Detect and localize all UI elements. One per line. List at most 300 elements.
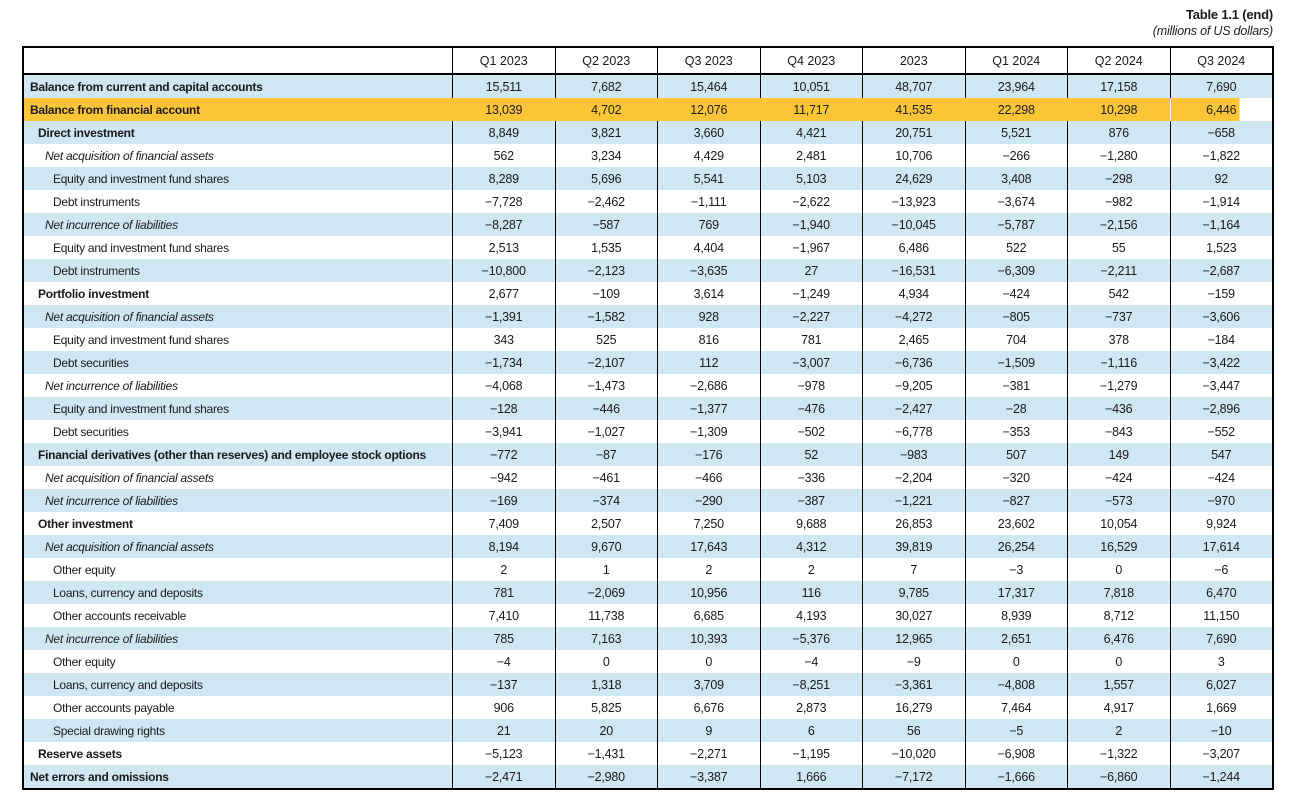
value-cell: −9,205 bbox=[862, 374, 965, 397]
value-cell: −2,687 bbox=[1170, 259, 1273, 282]
value-cell: 785 bbox=[452, 627, 555, 650]
table-caption-block bbox=[22, 6, 1274, 39]
value-cell: −2,427 bbox=[862, 397, 965, 420]
table-row bbox=[24, 558, 1272, 581]
value-cell: 816 bbox=[657, 328, 760, 351]
value-cell: 12,076 bbox=[657, 98, 760, 121]
value-cell: −4 bbox=[452, 650, 555, 673]
value-cell: 48,707 bbox=[862, 75, 965, 98]
value-cell: 769 bbox=[657, 213, 760, 236]
table-row bbox=[24, 604, 1272, 627]
value-cell: 1,523 bbox=[1170, 236, 1273, 259]
value-cell: −2,686 bbox=[657, 374, 760, 397]
table-row bbox=[24, 719, 1272, 742]
value-cell: 6,486 bbox=[862, 236, 965, 259]
value-cell: 2,873 bbox=[760, 696, 863, 719]
value-cell: −983 bbox=[862, 443, 965, 466]
value-cell: 378 bbox=[1067, 328, 1170, 351]
value-cell: −1,967 bbox=[760, 236, 863, 259]
value-cell: −737 bbox=[1067, 305, 1170, 328]
value-cell: 0 bbox=[657, 650, 760, 673]
value-cell: 522 bbox=[965, 236, 1068, 259]
value-cell: 10,706 bbox=[862, 144, 965, 167]
value-cell: −2,471 bbox=[452, 765, 555, 788]
value-cell: 7,464 bbox=[965, 696, 1068, 719]
value-cell: 0 bbox=[965, 650, 1068, 673]
value-cell: −970 bbox=[1170, 489, 1273, 512]
value-cell: 10,054 bbox=[1067, 512, 1170, 535]
value-cell: −1,914 bbox=[1170, 190, 1273, 213]
value-cell: −10,020 bbox=[862, 742, 965, 765]
value-cell: −2,462 bbox=[555, 190, 658, 213]
value-cell: 26,853 bbox=[862, 512, 965, 535]
value-cell: 525 bbox=[555, 328, 658, 351]
value-cell: −8,287 bbox=[452, 213, 555, 236]
value-cell: 26,254 bbox=[965, 535, 1068, 558]
value-cell: 7,250 bbox=[657, 512, 760, 535]
value-cell: 6 bbox=[760, 719, 863, 742]
value-cell: 6,470 bbox=[1170, 581, 1273, 604]
value-cell: 1,535 bbox=[555, 236, 658, 259]
value-cell: 4,702 bbox=[555, 98, 658, 121]
value-cell: −4 bbox=[760, 650, 863, 673]
value-cell: −6,778 bbox=[862, 420, 965, 443]
value-cell: −552 bbox=[1170, 420, 1273, 443]
value-cell: 10,298 bbox=[1067, 98, 1170, 121]
value-cell: 17,643 bbox=[657, 535, 760, 558]
value-cell: −4,272 bbox=[862, 305, 965, 328]
column-header: Q2 2024 bbox=[1067, 48, 1170, 75]
value-cell: 116 bbox=[760, 581, 863, 604]
value-cell: 17,614 bbox=[1170, 535, 1273, 558]
value-cell: 3,660 bbox=[657, 121, 760, 144]
value-cell: 3,408 bbox=[965, 167, 1068, 190]
value-cell: 7,682 bbox=[555, 75, 658, 98]
value-cell: 9,924 bbox=[1170, 512, 1273, 535]
table-row bbox=[24, 489, 1272, 512]
value-cell: 52 bbox=[760, 443, 863, 466]
value-cell: −1,509 bbox=[965, 351, 1068, 374]
value-cell: 21 bbox=[452, 719, 555, 742]
value-cell: −159 bbox=[1170, 282, 1273, 305]
value-cell: 704 bbox=[965, 328, 1068, 351]
row-label: Other accounts payable bbox=[24, 696, 452, 719]
value-cell: −298 bbox=[1067, 167, 1170, 190]
value-cell: 7,409 bbox=[452, 512, 555, 535]
value-cell: −5,376 bbox=[760, 627, 863, 650]
row-label: Equity and investment fund shares bbox=[24, 167, 452, 190]
row-label: Financial derivatives (other than reserves) and employee stock options bbox=[24, 443, 452, 466]
value-cell: 3 bbox=[1170, 650, 1273, 673]
value-cell: 20 bbox=[555, 719, 658, 742]
value-cell: −978 bbox=[760, 374, 863, 397]
value-cell: −3,007 bbox=[760, 351, 863, 374]
value-cell: 7,690 bbox=[1170, 627, 1273, 650]
value-cell: −1,940 bbox=[760, 213, 863, 236]
value-cell: −658 bbox=[1170, 121, 1273, 144]
row-label: Debt instruments bbox=[24, 259, 452, 282]
value-cell: 781 bbox=[760, 328, 863, 351]
value-cell: −2,204 bbox=[862, 466, 965, 489]
value-cell: 8,849 bbox=[452, 121, 555, 144]
value-cell: −772 bbox=[452, 443, 555, 466]
value-cell: −5 bbox=[965, 719, 1068, 742]
value-cell: 3,234 bbox=[555, 144, 658, 167]
table-row bbox=[24, 627, 1272, 650]
row-label: Net acquisition of financial assets bbox=[24, 535, 452, 558]
value-cell: −3,606 bbox=[1170, 305, 1273, 328]
value-cell: −1,391 bbox=[452, 305, 555, 328]
value-cell: 1,318 bbox=[555, 673, 658, 696]
balance-of-payments-table bbox=[22, 46, 1274, 790]
value-cell: −10,800 bbox=[452, 259, 555, 282]
value-cell: −436 bbox=[1067, 397, 1170, 420]
value-cell: 149 bbox=[1067, 443, 1170, 466]
value-cell: 3,614 bbox=[657, 282, 760, 305]
table-row bbox=[24, 98, 1272, 121]
table-row bbox=[24, 121, 1272, 144]
value-cell: 1,669 bbox=[1170, 696, 1273, 719]
row-label: Reserve assets bbox=[24, 742, 452, 765]
value-cell: 0 bbox=[1067, 650, 1170, 673]
value-cell: −461 bbox=[555, 466, 658, 489]
value-cell: 4,934 bbox=[862, 282, 965, 305]
value-cell: −3,941 bbox=[452, 420, 555, 443]
value-cell: −1,027 bbox=[555, 420, 658, 443]
value-cell: −6,860 bbox=[1067, 765, 1170, 788]
value-cell: −2,107 bbox=[555, 351, 658, 374]
value-cell: 12,965 bbox=[862, 627, 965, 650]
value-cell: 5,541 bbox=[657, 167, 760, 190]
value-cell: 1,557 bbox=[1067, 673, 1170, 696]
value-cell: −2,123 bbox=[555, 259, 658, 282]
value-cell: 3,709 bbox=[657, 673, 760, 696]
value-cell: 16,529 bbox=[1067, 535, 1170, 558]
value-cell: −3,361 bbox=[862, 673, 965, 696]
table-row bbox=[24, 282, 1272, 305]
value-cell: 2 bbox=[657, 558, 760, 581]
value-cell: 92 bbox=[1170, 167, 1273, 190]
value-cell: −176 bbox=[657, 443, 760, 466]
value-cell: −3,674 bbox=[965, 190, 1068, 213]
value-cell: −1,309 bbox=[657, 420, 760, 443]
value-cell: 2,677 bbox=[452, 282, 555, 305]
column-header: Q4 2023 bbox=[760, 48, 863, 75]
value-cell: −6,736 bbox=[862, 351, 965, 374]
row-label: Debt instruments bbox=[24, 190, 452, 213]
column-header: Q3 2024 bbox=[1170, 48, 1273, 75]
value-cell: −387 bbox=[760, 489, 863, 512]
value-cell: 17,158 bbox=[1067, 75, 1170, 98]
value-cell: −1,249 bbox=[760, 282, 863, 305]
value-cell: −109 bbox=[555, 282, 658, 305]
value-cell: 2,465 bbox=[862, 328, 965, 351]
value-cell: −1,279 bbox=[1067, 374, 1170, 397]
value-cell: −2,227 bbox=[760, 305, 863, 328]
table-row bbox=[24, 75, 1272, 98]
value-cell: 39,819 bbox=[862, 535, 965, 558]
value-cell: −3,635 bbox=[657, 259, 760, 282]
table-row bbox=[24, 351, 1272, 374]
value-cell: 27 bbox=[760, 259, 863, 282]
value-cell: −10 bbox=[1170, 719, 1273, 742]
column-header: Q3 2023 bbox=[657, 48, 760, 75]
value-cell: −6,309 bbox=[965, 259, 1068, 282]
value-cell: 2,651 bbox=[965, 627, 1068, 650]
value-cell: 1 bbox=[555, 558, 658, 581]
row-label: Net incurrence of liabilities bbox=[24, 627, 452, 650]
row-label: Loans, currency and deposits bbox=[24, 673, 452, 696]
value-cell: 547 bbox=[1170, 443, 1273, 466]
value-cell: 6,685 bbox=[657, 604, 760, 627]
value-cell: −805 bbox=[965, 305, 1068, 328]
row-label: Balance from financial account bbox=[24, 98, 452, 121]
value-cell: 0 bbox=[555, 650, 658, 673]
value-cell: −502 bbox=[760, 420, 863, 443]
row-label: Net acquisition of financial assets bbox=[24, 305, 452, 328]
table-units-note: (millions of US dollars) bbox=[1152, 24, 1273, 38]
value-cell: 4,312 bbox=[760, 535, 863, 558]
row-label: Equity and investment fund shares bbox=[24, 397, 452, 420]
value-cell: −3,422 bbox=[1170, 351, 1273, 374]
value-cell: −374 bbox=[555, 489, 658, 512]
row-label: Balance from current and capital accounts bbox=[24, 75, 452, 98]
row-label: Other equity bbox=[24, 650, 452, 673]
value-cell: −2,271 bbox=[657, 742, 760, 765]
value-cell: −6,908 bbox=[965, 742, 1068, 765]
table-row bbox=[24, 236, 1272, 259]
value-cell: 7 bbox=[862, 558, 965, 581]
row-label: Other accounts receivable bbox=[24, 604, 452, 627]
table-title: Table 1.1 (end) bbox=[1185, 7, 1273, 22]
value-cell: 7,818 bbox=[1067, 581, 1170, 604]
value-cell: 4,917 bbox=[1067, 696, 1170, 719]
value-cell: −2,156 bbox=[1067, 213, 1170, 236]
column-header: Q2 2023 bbox=[555, 48, 658, 75]
value-cell: 0 bbox=[1067, 558, 1170, 581]
value-cell: 11,738 bbox=[555, 604, 658, 627]
value-cell: 2 bbox=[760, 558, 863, 581]
value-cell: 112 bbox=[657, 351, 760, 374]
value-cell: 8,289 bbox=[452, 167, 555, 190]
row-label: Net acquisition of financial assets bbox=[24, 144, 452, 167]
value-cell: 4,421 bbox=[760, 121, 863, 144]
table-row bbox=[24, 328, 1272, 351]
value-cell: −1,582 bbox=[555, 305, 658, 328]
table-row bbox=[24, 374, 1272, 397]
value-cell: 24,629 bbox=[862, 167, 965, 190]
value-cell: 22,298 bbox=[965, 98, 1068, 121]
column-header: Q1 2024 bbox=[965, 48, 1068, 75]
value-cell: 56 bbox=[862, 719, 965, 742]
value-cell: −2,069 bbox=[555, 581, 658, 604]
value-cell: −353 bbox=[965, 420, 1068, 443]
value-cell: 2 bbox=[1067, 719, 1170, 742]
value-cell: 8,939 bbox=[965, 604, 1068, 627]
value-cell: −336 bbox=[760, 466, 863, 489]
table-row bbox=[24, 305, 1272, 328]
row-label: Equity and investment fund shares bbox=[24, 236, 452, 259]
value-cell: −1,666 bbox=[965, 765, 1068, 788]
value-cell: −1,116 bbox=[1067, 351, 1170, 374]
value-cell: −1,280 bbox=[1067, 144, 1170, 167]
row-label: Debt securities bbox=[24, 351, 452, 374]
value-cell: −87 bbox=[555, 443, 658, 466]
value-cell: −290 bbox=[657, 489, 760, 512]
value-cell: −424 bbox=[1067, 466, 1170, 489]
value-cell: 9,785 bbox=[862, 581, 965, 604]
value-cell: −128 bbox=[452, 397, 555, 420]
value-cell: 2,481 bbox=[760, 144, 863, 167]
column-header: 2023 bbox=[862, 48, 965, 75]
value-cell: −942 bbox=[452, 466, 555, 489]
table-row bbox=[24, 190, 1272, 213]
value-cell: 11,150 bbox=[1170, 604, 1273, 627]
value-cell: −1,377 bbox=[657, 397, 760, 420]
value-cell: −7,728 bbox=[452, 190, 555, 213]
value-cell: 16,279 bbox=[862, 696, 965, 719]
column-header-row bbox=[24, 48, 1272, 75]
value-cell: 542 bbox=[1067, 282, 1170, 305]
value-cell: 1,666 bbox=[760, 765, 863, 788]
value-cell: −6 bbox=[1170, 558, 1273, 581]
value-cell: −446 bbox=[555, 397, 658, 420]
value-cell: −28 bbox=[965, 397, 1068, 420]
column-header: Q1 2023 bbox=[452, 48, 555, 75]
value-cell: 23,964 bbox=[965, 75, 1068, 98]
value-cell: 343 bbox=[452, 328, 555, 351]
value-cell: 2,513 bbox=[452, 236, 555, 259]
value-cell: 13,039 bbox=[452, 98, 555, 121]
value-cell: 6,446 bbox=[1170, 98, 1273, 121]
table-row bbox=[24, 213, 1272, 236]
table-row bbox=[24, 420, 1272, 443]
table-row bbox=[24, 443, 1272, 466]
value-cell: −4,068 bbox=[452, 374, 555, 397]
value-cell: −1,473 bbox=[555, 374, 658, 397]
value-cell: −2,211 bbox=[1067, 259, 1170, 282]
value-cell: −1,431 bbox=[555, 742, 658, 765]
value-cell: −1,195 bbox=[760, 742, 863, 765]
value-cell: 5,696 bbox=[555, 167, 658, 190]
value-cell: −466 bbox=[657, 466, 760, 489]
value-cell: 5,825 bbox=[555, 696, 658, 719]
row-label: Net incurrence of liabilities bbox=[24, 213, 452, 236]
value-cell: −843 bbox=[1067, 420, 1170, 443]
value-cell: −2,622 bbox=[760, 190, 863, 213]
value-cell: −1,322 bbox=[1067, 742, 1170, 765]
value-cell: 10,051 bbox=[760, 75, 863, 98]
value-cell: −827 bbox=[965, 489, 1068, 512]
row-label: Loans, currency and deposits bbox=[24, 581, 452, 604]
value-cell: −3,447 bbox=[1170, 374, 1273, 397]
value-cell: 6,676 bbox=[657, 696, 760, 719]
value-cell: −137 bbox=[452, 673, 555, 696]
value-cell: −8,251 bbox=[760, 673, 863, 696]
value-cell: −10,045 bbox=[862, 213, 965, 236]
value-cell: −1,221 bbox=[862, 489, 965, 512]
value-cell: −169 bbox=[452, 489, 555, 512]
value-cell: −5,123 bbox=[452, 742, 555, 765]
value-cell: 17,317 bbox=[965, 581, 1068, 604]
value-cell: 5,521 bbox=[965, 121, 1068, 144]
value-cell: 55 bbox=[1067, 236, 1170, 259]
value-cell: −9 bbox=[862, 650, 965, 673]
row-label: Net errors and omissions bbox=[24, 765, 452, 788]
value-cell: −13,923 bbox=[862, 190, 965, 213]
value-cell: −1,111 bbox=[657, 190, 760, 213]
value-cell: 4,404 bbox=[657, 236, 760, 259]
row-label: Other investment bbox=[24, 512, 452, 535]
value-cell: 10,393 bbox=[657, 627, 760, 650]
table-row bbox=[24, 535, 1272, 558]
value-cell: −573 bbox=[1067, 489, 1170, 512]
value-cell: −587 bbox=[555, 213, 658, 236]
value-cell: −1,244 bbox=[1170, 765, 1273, 788]
row-label: Net incurrence of liabilities bbox=[24, 489, 452, 512]
value-cell: 4,193 bbox=[760, 604, 863, 627]
table-row bbox=[24, 650, 1272, 673]
value-cell: 781 bbox=[452, 581, 555, 604]
table-row bbox=[24, 167, 1272, 190]
value-cell: −1,822 bbox=[1170, 144, 1273, 167]
row-label: Equity and investment fund shares bbox=[24, 328, 452, 351]
row-label: Direct investment bbox=[24, 121, 452, 144]
value-cell: −320 bbox=[965, 466, 1068, 489]
value-cell: 9,670 bbox=[555, 535, 658, 558]
value-cell: 20,751 bbox=[862, 121, 965, 144]
value-cell: −2,980 bbox=[555, 765, 658, 788]
value-cell: −7,172 bbox=[862, 765, 965, 788]
value-cell: 928 bbox=[657, 305, 760, 328]
value-cell: −3,387 bbox=[657, 765, 760, 788]
value-cell: −4,808 bbox=[965, 673, 1068, 696]
table-row bbox=[24, 581, 1272, 604]
value-cell: −1,734 bbox=[452, 351, 555, 374]
row-label: Special drawing rights bbox=[24, 719, 452, 742]
value-cell: 30,027 bbox=[862, 604, 965, 627]
value-cell: 10,956 bbox=[657, 581, 760, 604]
value-cell: −3 bbox=[965, 558, 1068, 581]
table-row bbox=[24, 397, 1272, 420]
value-cell: 11,717 bbox=[760, 98, 863, 121]
value-cell: −3,207 bbox=[1170, 742, 1273, 765]
value-cell: 23,602 bbox=[965, 512, 1068, 535]
value-cell: 562 bbox=[452, 144, 555, 167]
row-label: Debt securities bbox=[24, 420, 452, 443]
value-cell: 15,464 bbox=[657, 75, 760, 98]
value-cell: −424 bbox=[1170, 466, 1273, 489]
value-cell: −266 bbox=[965, 144, 1068, 167]
value-cell: 7,410 bbox=[452, 604, 555, 627]
value-cell: −982 bbox=[1067, 190, 1170, 213]
value-cell: 6,476 bbox=[1067, 627, 1170, 650]
table-row bbox=[24, 466, 1272, 489]
value-cell: −476 bbox=[760, 397, 863, 420]
table-row bbox=[24, 259, 1272, 282]
value-cell: 9 bbox=[657, 719, 760, 742]
value-cell: 2 bbox=[452, 558, 555, 581]
value-cell: 2,507 bbox=[555, 512, 658, 535]
value-cell: 7,690 bbox=[1170, 75, 1273, 98]
value-cell: −381 bbox=[965, 374, 1068, 397]
value-cell: −184 bbox=[1170, 328, 1273, 351]
table-row bbox=[24, 512, 1272, 535]
value-cell: 41,535 bbox=[862, 98, 965, 121]
value-cell: −16,531 bbox=[862, 259, 965, 282]
value-cell: 4,429 bbox=[657, 144, 760, 167]
row-label-header-cell bbox=[24, 48, 452, 75]
